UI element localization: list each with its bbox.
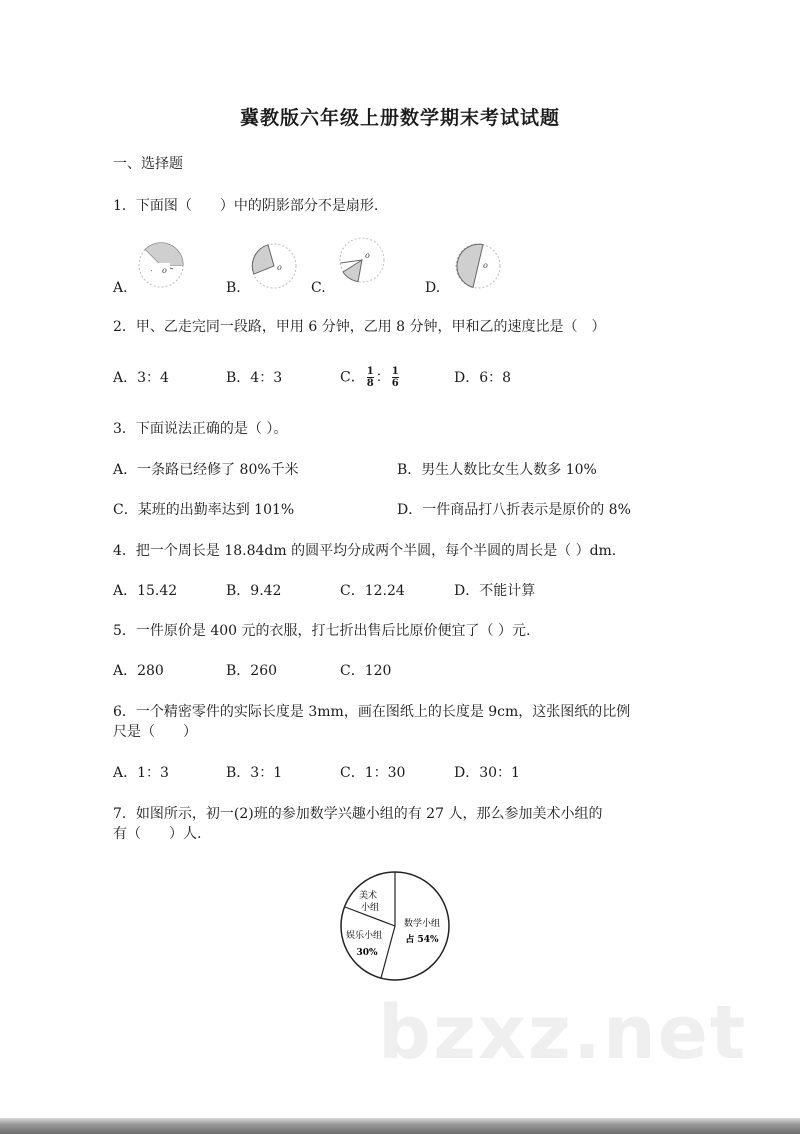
q5-option-b: B．260 [226,663,278,679]
q4-option-b: B．9.42 [226,583,282,599]
pie-art-label-2: 小组 [360,903,380,913]
pie-music-label: 娱乐小组 [345,931,383,941]
pie-math-label: 数学小组 [403,919,441,929]
q1-figure-b [248,240,300,292]
watermark: bzxz.net [378,990,748,1076]
q2-option-b: B．4：3 [226,370,283,386]
q4-option-c: C．12.24 [340,583,405,599]
q2-option-a: A．3：4 [113,370,169,386]
page-title: 冀教版六年级上册数学期末考试试题 [239,107,560,129]
question-7-stem-line-1: 7．如图所示，初一(2)班的参加数学兴趣小组的有 27 人，那么参加美术小组的 [113,806,603,822]
q2-option-c [340,366,401,389]
section-heading: 一、选择题 [113,156,183,172]
question-6-stem-line-2: 尺是（ ） [113,724,197,740]
q3-option-c: C．某班的出勤率达到 101% [113,502,295,518]
question-4-stem: 4．把一个周长是 18.84dm 的圆平均分成两个半圆，每个半圆的周长是（ ）dm. [113,543,617,559]
pie-math-percent: 占 54% [405,935,439,945]
q1-option-b-label: B. [226,280,241,296]
question-1-stem: 1．下面图（ ）中的阴影部分不是扇形. [113,198,379,214]
question-7-stem-line-2: 有（ ）人. [113,826,202,842]
q7-pie-figure [330,866,460,986]
svg-text:o: o [277,263,282,272]
q1-option-a-label: A. [113,280,128,296]
question-5-stem: 5．一件原价是 400 元的衣服，打七折出售后比原价便宜了（ ）元. [113,623,531,639]
pie-music-percent: 30% [356,948,378,958]
q2-option-c-separator: ： [375,369,390,386]
q3-option-d: D．一件商品打八折表示是原价的 8% [397,502,631,518]
q6-option-b: B．3：1 [226,765,283,781]
q6-option-d: D．30：1 [454,765,520,781]
q1-option-d-label: D. [425,280,441,296]
q6-option-a: A．1：3 [113,765,169,781]
q2-fraction-2 [392,366,399,389]
question-6-stem-line-1: 6．一个精密零件的实际长度是 3mm，画在图纸上的长度是 9cm，这张图纸的比例 [113,704,631,720]
q2-option-c-prefix: C． [340,369,365,386]
q5-option-a: A．280 [113,663,164,679]
q1-figure-a [136,240,188,292]
q3-option-b: B．男生人数比女生人数多 10% [397,462,597,478]
q6-option-c: C．1：30 [340,765,406,781]
q3-option-a: A．一条路已经修了 80%千米 [113,462,299,478]
pie-art-label-1: 美术 [358,891,378,901]
q2-fraction-1 [367,366,374,389]
q2-fraction-2-numerator: 1 [391,366,399,377]
svg-text:o: o [483,261,488,270]
q2-fraction-1-denominator: 8 [366,378,374,389]
q5-option-c: C．120 [340,663,392,679]
q4-option-a: A．15.42 [113,583,178,599]
svg-text:o: o [365,251,370,260]
q1-figure-c [336,234,388,286]
q4-option-d: D．不能计算 [454,583,536,599]
bottom-border [0,1118,800,1134]
q2-fraction-2-denominator: 6 [391,378,399,389]
q1-option-c-label: C. [311,280,326,296]
q2-fraction-1-numerator: 1 [366,366,374,377]
q1-figure-d [450,240,506,292]
q2-option-d: D．6：8 [454,370,512,386]
question-2-stem: 2．甲、乙走完同一段路，甲用 6 分钟，乙用 8 分钟，甲和乙的速度比是（ ） [113,319,606,335]
svg-text:o: o [162,266,167,275]
question-3-stem: 3．下面说法正确的是（ ）。 [113,421,288,437]
